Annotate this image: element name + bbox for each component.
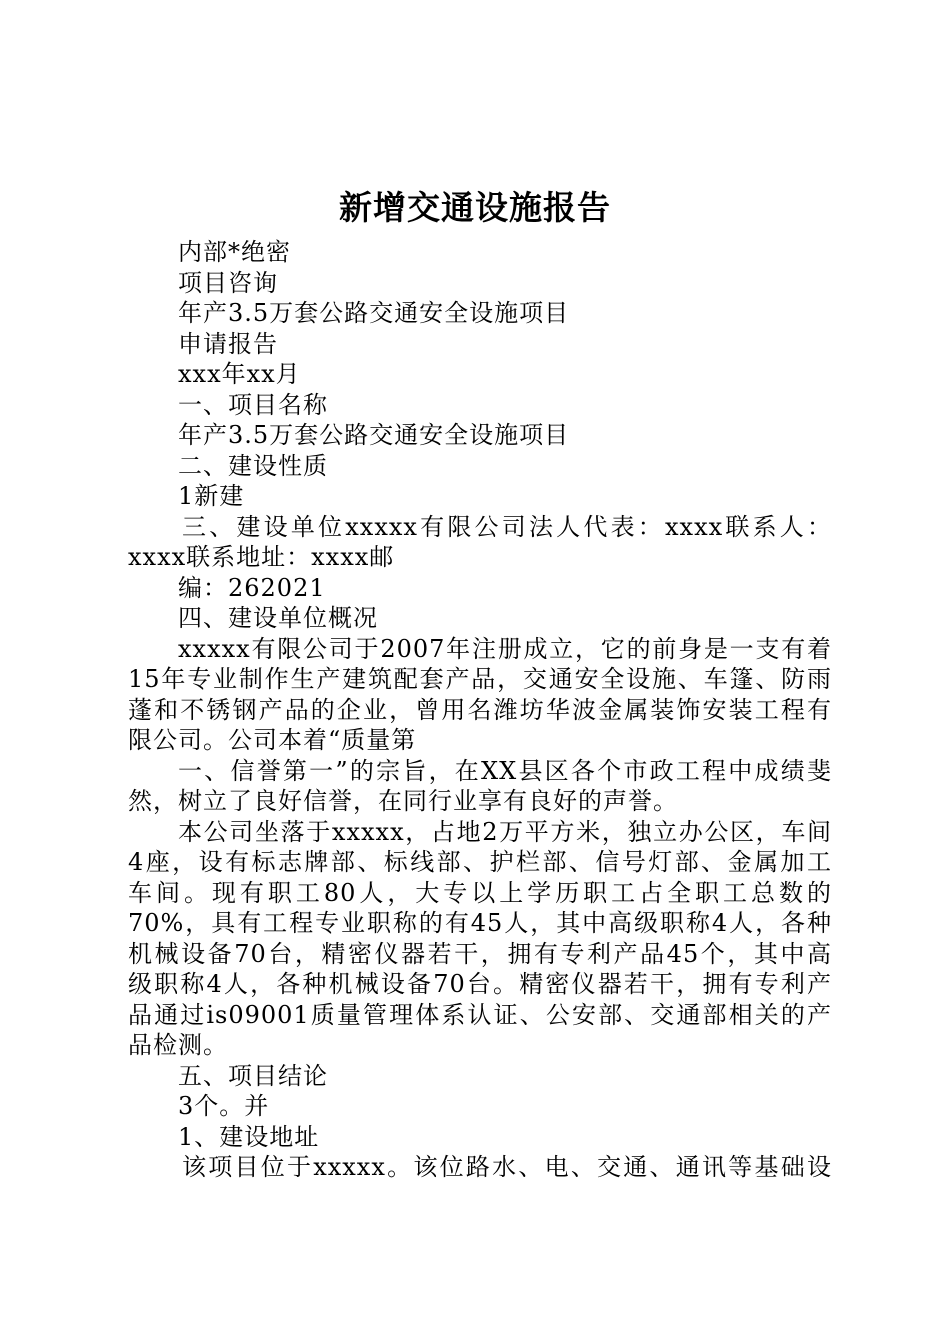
- paragraph-line: 车间。现有职工80人，大专以上学历职工占全职工总数的: [128, 878, 832, 907]
- paragraph-line: 机械设备70台，精密仪器若干，拥有专利产品45个，其中高: [128, 939, 832, 968]
- paragraph-line: 限公司。公司本着“质量第: [128, 726, 417, 754]
- paragraph-line: 内部*绝密: [178, 238, 291, 266]
- paragraph-line: 编：262021: [178, 573, 326, 602]
- paragraph-line: xxxx联系地址：xxxx邮: [128, 543, 395, 571]
- paragraph-line: 品通过is09001质量管理体系认证、公安部、交通部相关的产: [128, 1000, 832, 1029]
- page-title: 新增交通设施报告: [339, 188, 611, 227]
- section-heading: 四、建设单位概况: [178, 604, 378, 632]
- paragraph-line: 蓬和不锈钢产品的企业，曾用名潍坊华波金属装饰安装工程有: [128, 695, 832, 724]
- paragraph-line: 1新建: [178, 482, 245, 510]
- paragraph-line: 70%，具有工程专业职称的有45人，其中高级职称4人，各种: [128, 909, 832, 937]
- paragraph-line: xxx年xx月: [178, 360, 301, 388]
- paragraph-line: xxxxx有限公司于2007年注册成立，它的前身是一支有着: [178, 634, 832, 663]
- paragraph-line: 一、信誉第一”的宗旨，在XX县区各个市政工程中成绩斐: [178, 756, 832, 785]
- paragraph-line: 申请报告: [178, 329, 278, 358]
- section-heading: 二、建设性质: [178, 451, 328, 480]
- section-heading: 1、建设地址: [178, 1122, 320, 1151]
- paragraph-line: 15年专业制作生产建筑配套产品，交通安全设施、车篷、防雨: [128, 665, 832, 693]
- section-heading: 一、项目名称: [178, 390, 328, 419]
- paragraph-line: 3个。并: [178, 1092, 270, 1120]
- paragraph-line: 级职称4人，各种机械设备70台。精密仪器若干，拥有专利产: [128, 970, 832, 998]
- section-heading: 五、项目结论: [178, 1061, 328, 1090]
- paragraph-line: 年产3.5万套公路交通安全设施项目: [178, 421, 570, 449]
- document-body: [128, 237, 832, 1183]
- paragraph-line: 品检测。: [128, 1031, 228, 1059]
- paragraph-line: 4座，设有标志牌部、标线部、护栏部、信号灯部、金属加工: [128, 848, 832, 876]
- paragraph-line: 该项目位于xxxxx。该位路水、电、交通、通讯等基础设: [182, 1153, 832, 1181]
- paragraph-line: 本公司坐落于xxxxx，占地2万平方米，独立办公区，车间: [178, 817, 832, 846]
- paragraph-line: 项目咨询: [178, 268, 278, 297]
- paragraph-line: 然，树立了良好信誉，在同行业享有良好的声誉。: [128, 787, 678, 815]
- paragraph-line: 年产3.5万套公路交通安全设施项目: [178, 299, 570, 327]
- paragraph-line: 三、建设单位xxxxx有限公司法人代表：xxxx联系人：: [182, 512, 832, 541]
